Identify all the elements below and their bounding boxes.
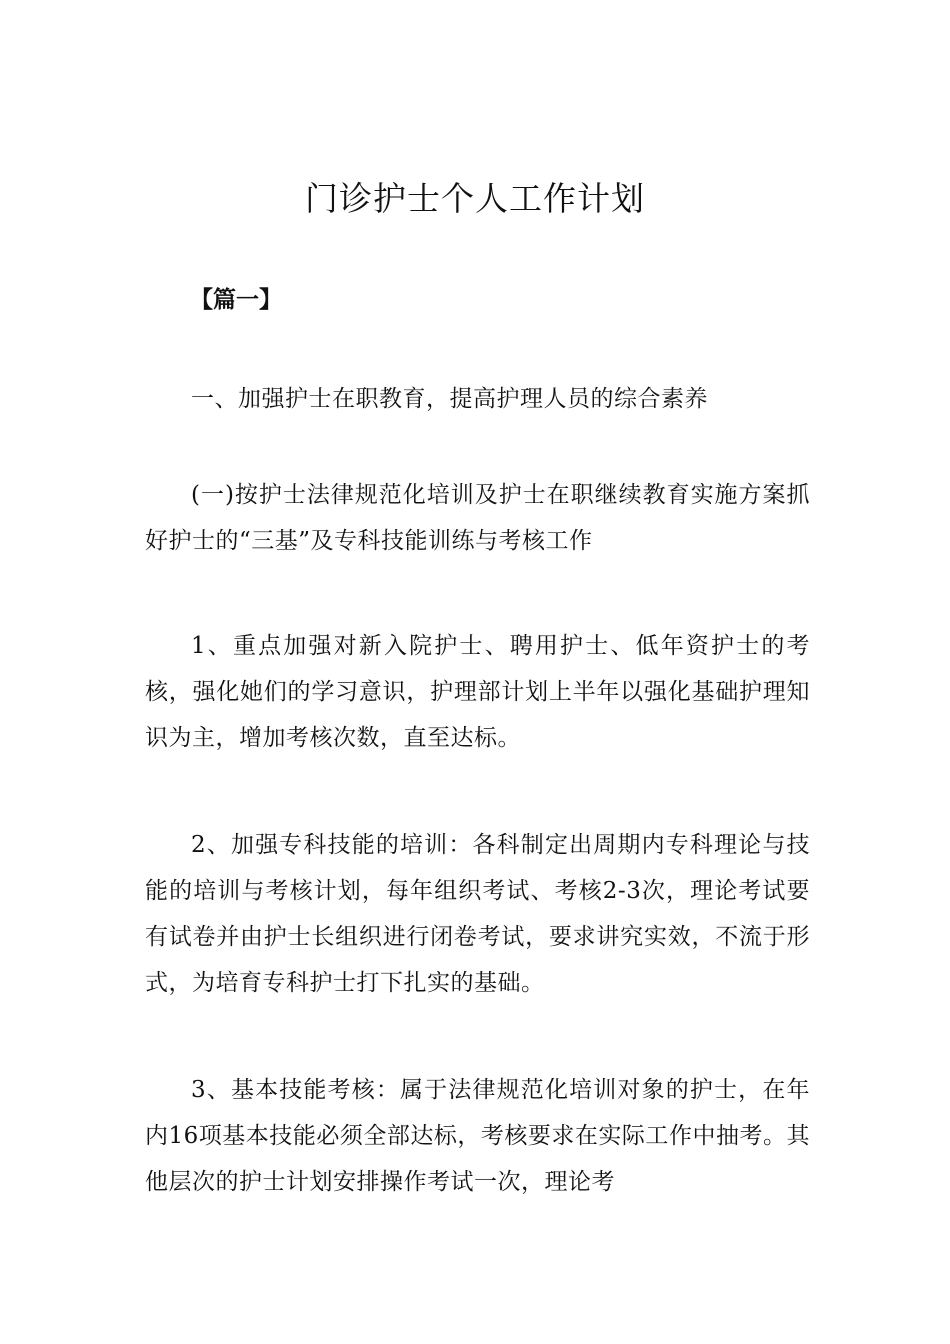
- paragraph-subheading-1: (一)按护士法律规范化培训及护士在职继续教育实施方案抓好护士的“三基”及专科技能训练与考核工作: [145, 482, 810, 554]
- paragraph-item-1: 1、重点加强对新入院护士、聘用护士、低年资护士的考核，强化她们的学习意识，护理部计划上半年以强化基础护理知识为主，增加考核次数，直至达标。: [145, 633, 810, 751]
- document-title: 门诊护士个人工作计划: [305, 179, 645, 218]
- paragraph-item-2: 2、加强专科技能的培训：各科制定出周期内专科理论与技能的培训与考核计划，每年组织考试、考核2-3次，理论考试要有试卷并由护士长组织进行闭卷考试，要求讲究实效，不流于形式，为培育专科护士打下扎实的基础。: [145, 832, 810, 996]
- paragraph-item-3: 3、基本技能考核：属于法律规范化培训对象的护士，在年内16项基本技能必须全部达标，考核要求在实际工作中抽考。其他层次的护士计划安排操作考试一次，理论考: [145, 1077, 810, 1195]
- paragraph-heading-1: 一、加强护士在职教育，提高护理人员的综合素养: [191, 386, 708, 412]
- section-label: 【篇一】: [190, 286, 282, 313]
